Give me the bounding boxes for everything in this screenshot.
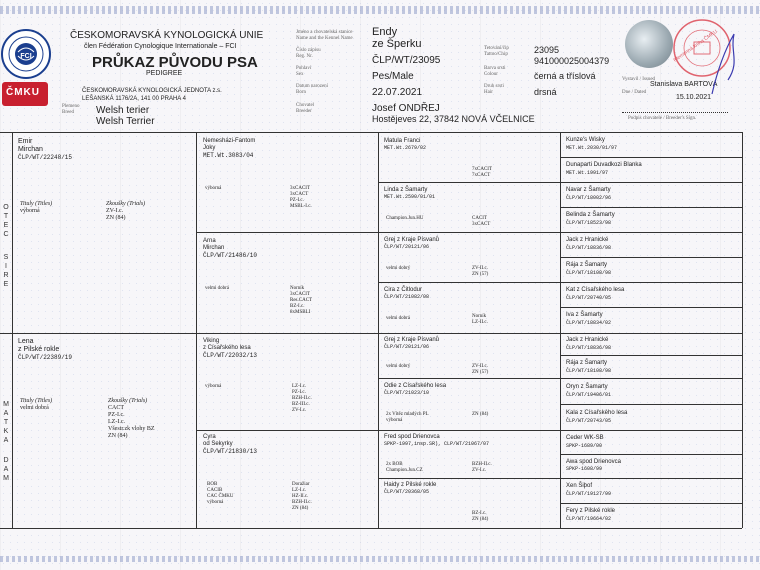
gen2-left: BOB (207, 482, 218, 487)
gen2-name-line2: Joky (203, 145, 216, 151)
sex-label: Pohlaví (296, 66, 312, 71)
sire-titles-label: Tituly (Titles) (20, 201, 53, 207)
org-member: člen Fédération Cynologique Internationale – FCI (84, 43, 237, 50)
gen4-name: Xen Šiþof (566, 483, 593, 489)
gen3-reg: ČLP/WT/20121/06 (384, 344, 430, 350)
dog-reg: ČLP/WT/23095 (372, 55, 441, 66)
gen2-reg: ČLP/WT/21486/10 (203, 252, 258, 259)
gen2-right: 3xCACT (290, 192, 309, 197)
gen3-name: Linda z Šamarty (384, 187, 428, 193)
gen4-name: Rája z Šamarty (566, 262, 608, 268)
sire-exams-label: Zkoušky (Trials) (106, 201, 146, 207)
gen2-right: Doražiar (292, 482, 310, 487)
svg-text:FCI: FCI (20, 53, 32, 60)
gen4-reg: ČLP/WT/18836/98 (566, 245, 612, 251)
gen4-name: Jack z Hranické (566, 237, 609, 243)
gen2-right: LZ-I.c. (292, 384, 307, 389)
dog-name-line1: Endy (372, 26, 398, 38)
gen3-right: Norník (472, 314, 487, 319)
date-label: Dne / Dated (622, 90, 647, 95)
tattoo-label: Tetování/čip (484, 46, 509, 51)
gen3-left: velmi dobrý (386, 364, 411, 369)
dam-exam: Všestr.zk vlohy BZ (108, 426, 155, 432)
gen4-reg: ČLP/WT/19127/99 (566, 491, 612, 497)
gen3-left: Champion.Jun.HU (386, 216, 424, 221)
gen2-reg: MET.Wt.3083/04 (203, 152, 254, 159)
gen2-left: CACIB (207, 488, 223, 493)
club-name: ČESKOMORAVSKÁ KYNOLOGICKÁ JEDNOTA z.s. (82, 88, 222, 94)
gen3-reg: ČLP/WT/21023/10 (384, 390, 430, 396)
dog-sex: Pes/Male (372, 71, 414, 82)
birth-label-en: Born (296, 90, 306, 95)
name-label: Jméno a chovatelská stanice (296, 30, 353, 35)
tattoo-label-en: Tattoo/Chip (484, 52, 508, 57)
gen2-left: výborná (205, 384, 222, 389)
issued-by: Stanislava BARTOVÁ (650, 81, 718, 88)
gen3-name: Fred spod Drienovca (384, 434, 440, 440)
gen2-name-line1: Nemesházi-Fantom (203, 138, 256, 144)
gen2-name-line1: Cyra (203, 434, 216, 440)
gen4-reg: MET.Wt.2030/01/97 (566, 145, 618, 151)
doc-title: PRŮKAZ PŮVODU PSA (92, 54, 258, 71)
gen2-name-line1: Arna (203, 238, 216, 244)
gen2-right: BZH-II.c. (292, 396, 312, 401)
dam-exam: ZN (84) (108, 433, 128, 439)
breeder-address: Hostějeves 22, 37842 NOVÁ VČELNICE (372, 114, 535, 124)
gen2-right: LZ-I.c. (292, 488, 307, 493)
gen2-right: HZ-II.c. (292, 494, 309, 499)
gen4-name: Dunaparti Duvadkozi Blanka (566, 162, 642, 168)
gen3-right: BZ-I.c. (472, 511, 487, 516)
dog-birth: 22.07.2021 (372, 87, 423, 98)
gen4-name: Belinda z Šamarty (566, 212, 615, 218)
coat-label: Druh srsti (484, 84, 504, 89)
gen2-left: velmi dobrá (205, 286, 230, 291)
gen3-left: 2x Vítěz mladých PL (386, 412, 429, 417)
dam-titles-value: velmi dobrá (20, 405, 49, 411)
org-name: ČESKOMORAVSKÁ KYNOLOGICKÁ UNIE (70, 30, 264, 41)
gen2-right: BZH-II.c. (292, 500, 312, 505)
gen4-reg: ČLP/WT/18834/02 (566, 320, 612, 326)
gen3-reg: ČLP/WT/20368/05 (384, 489, 430, 495)
stamp: Plemenná kniha ČMKU (672, 18, 732, 78)
breed-en: Welsh Terrier (96, 116, 155, 127)
gen3-right: ZV-II.c. (472, 266, 488, 271)
coat-value: drsná (534, 87, 557, 97)
colour-label-en: Colour (484, 72, 498, 77)
gen4-reg: ČLP/WT/19406/01 (566, 392, 612, 398)
pedigree-sheet: FCI ČMKU ČESKOMORAVSKÁ KYNOLOGICKÁ UNIE člen Fédération Cynologique Internationale – FCI PRŮKAZ PŮVODU PSA PEDIGREE ČESKOMORAVSKÁ KYNOLOGICKÁ JEDNOTA z.s. LEŠANSKÁ 1176/2A, 141 00 PRAHA 4 Plemeno Breed Welsh terier Welsh Terrier Jméno a chovatelská stanice Name and the Kennel Name Číslo zápisu Reg. Nr. Pohlaví Sex Datum narození Born Chovatel Breeder Endy ze Šperku ČLP/WT/23095 Pes/Male 22.07.2021 Josef ONDŘEJ Hostějeves 22, 37842 NOVÁ VČELNICE Tetování/čip Tattoo/Chip Barva srsti Colour Druh srsti Hair 23095 941000025004379 černá a tříslová drsná Vystavil / Issued Dne / Dated Stanislava BARTOVÁ 15.10.2021 Podpis chovatele / Breeder's Sign. Plemenná kniha ČMKU O T E C S I R E M A T K A D A M Emir Mirchan ČLP/WT/22248/15 Tituly (Titles) výborná Zkoušky (Trials) ZV-I.c. ZN (84) Lena z Pilské rokle ČLP/WT/22389/19 Tituly (Titles) velmi dobrá Zkoušky (Trials) CACT PZ-I.c. LZ-I.c. Všestr.zk vlohy BZ ZN (84) Nemesházi-Fantom Joky MET.Wt.3083/04 výborná 3xCACIT 3xCACT PZ-I.c. MSBL-I.c. Arna Mirchan ČLP/WT/21486/10 velmi dobrá Norník 3xCACIT Res.CACT BZ-I.c. 8xMSBLI Viking z Císařského lesa ČLP/WT/22032/13 výborná LZ-I.c. PZ-I.c. BZH-II.c. BZ-III.c. ZV-I.c. Cyra od Sekyrky ČLP/WT/21830/13 BOB CACIB CAC ČMKU výborná Doražiar LZ-I.c. HZ-II.c. BZH-II.c. ZN (84) Matula Franci MET.Wt.2679/02 7xCACIT 7xCACT Linda z Šamarty MET.Wt.2590/01/01 Champion.Jun.HU CACIT 3xCACT Grej z Kraje Písvanů ČLP/WT/20121/06 velmi dobrý ZV-II.c. ZN (57) Cira z Čitlodur ČLP/WT/21082/08 velmi dobrá Norník LZ-II.c. Grej z Kraje Písvanů ČLP/WT/20121/06 velmi dobrý ZV-II.c. ZN (57) Odie z Císařského lesa ČLP/WT/21023/10 2x Vítěz mladých PL výborná ZN (84) Fred spod Drienovca SPKP-1997,insp.SR), CLP/WT/21067/07 2x BOB Champion.Jun.CZ BZH-II.c. ZV-I.c. Haidy z Pilské rokle ČLP/WT/20368/05 BZ-I.c. ZN (84) Kunze's Wisky MET.Wt.2030/01/97 Dunaparti Duvadkozi Blanka MET.Wt.1991/97 Navar z Šamarty ČLP/WT/18002/96 Belinda z Šamarty ČLP/WT/18523/98 Jack z Hranické ČLP/WT/18836/98 Rája z Šamarty ČLP/WT/18108/98 Kat z Císařského lesa ČLP/WT/20740/05 Iva z Šamarty ČLP/WT/18834/02 Jack z Hranické ČLP/WT/18836/98 Rája z Šamarty ČLP/WT/18108/98 Oryn z Šamarty ČLP/WT/19406/01 Kala z Císařského lesa ČLP/WT/20743/05 Ceder WK-SB SPKP-1689/00 Awa spod Drienovca SPKP-1608/99 Xen Šiþof ČLP/WT/19127/99 Fery z Pilské rokle ČLP/WT/19664/02 (0, 0, 760, 570)
gen4-reg: ČLP/WT/20740/05 (566, 295, 612, 301)
gen4-reg: ČLP/WT/18002/96 (566, 195, 612, 201)
cmku-logo: ČMKU (2, 82, 48, 106)
colour-label: Barva srsti (484, 66, 506, 71)
gen4-name: Jack z Hranické (566, 337, 609, 343)
gen3-right: CACIT (472, 216, 487, 221)
gen2-name-line2: Mirchan (203, 245, 225, 251)
reg-label: Číslo zápisu (296, 48, 321, 53)
gen3-name: Odie z Císařského lesa (384, 383, 447, 389)
breeder-label: Chovatel (296, 103, 315, 108)
gen4-name: Oryn z Šamarty (566, 384, 608, 390)
dam-name-line1: Lena (18, 338, 34, 345)
dam-name-line2: z Pilské rokle (18, 346, 60, 353)
gen2-right: BZ-I.c. (290, 304, 305, 309)
gen3-right: ZV-I.c. (472, 468, 487, 473)
gen4-name: Navar z Šamarty (566, 187, 611, 193)
gen2-right: Norník (290, 286, 305, 291)
breed-label: Breed (62, 110, 74, 115)
gen3-reg: MET.Wt.2590/01/01 (384, 194, 436, 200)
dam-exam: LZ-I.c. (108, 419, 125, 425)
gen3-reg: SPKP-1997,insp.SR), CLP/WT/21067/07 (384, 441, 490, 447)
bottom-border (0, 556, 760, 562)
sire-name-line1: Emir (18, 138, 33, 145)
reg-label-en: Reg. Nr. (296, 54, 313, 59)
gen2-right: PZ-I.c. (292, 390, 306, 395)
gen4-name: Fery z Pilské rokle (566, 508, 616, 514)
breeder-label-en: Breeder (296, 109, 312, 114)
dam-exams-label: Zkoušky (Trials) (108, 398, 148, 404)
gen4-reg: MET.Wt.1991/97 (566, 170, 609, 176)
coat-label-en: Hair (484, 90, 493, 95)
gen2-reg: ČLP/WT/21830/13 (203, 448, 258, 455)
plemeno-label: Plemeno (62, 104, 80, 109)
hologram-sticker (625, 20, 673, 68)
gen3-reg: ČLP/WT/21082/08 (384, 294, 430, 300)
gen3-reg: ČLP/WT/20121/06 (384, 244, 430, 250)
colour-value: černá a tříslová (534, 71, 596, 81)
gen2-right: MSBL-I.c. (290, 204, 312, 209)
gen4-name: Kat z Císařského lesa (566, 287, 625, 293)
gen4-reg: ČLP/WT/18836/98 (566, 345, 612, 351)
dam-titles-label: Tituly (Titles) (20, 398, 53, 404)
gen4-reg: SPKP-1689/00 (566, 443, 603, 449)
gen3-left: velmi dobrá (386, 316, 411, 321)
gen4-reg: ČLP/WT/18108/98 (566, 270, 612, 276)
gen3-reg: MET.Wt.2679/02 (384, 145, 427, 151)
gen3-left: velmi dobrý (386, 266, 411, 271)
sire-reg: ČLP/WT/22248/15 (18, 154, 73, 161)
gen4-reg: SPKP-1608/99 (566, 466, 603, 472)
gen3-right: ZN (57) (472, 370, 489, 375)
gen2-reg: ČLP/WT/22032/13 (203, 352, 258, 359)
gen4-name: Iva z Šamarty (566, 312, 603, 318)
tattoo-value: 23095 (534, 45, 560, 55)
gen3-left: výborná (386, 418, 403, 423)
sire-exams-value2: ZN (84) (106, 215, 126, 221)
gen3-right: LZ-II.c. (472, 320, 488, 325)
gen3-name: Haidy z Pilské rokle (384, 482, 437, 488)
handwritten-signature (700, 28, 750, 98)
gen3-name: Cira z Čitlodur (384, 287, 423, 293)
gen3-right: 7xCACIT (472, 167, 492, 172)
top-border (0, 6, 760, 14)
gen4-reg: ČLP/WT/18108/98 (566, 368, 612, 374)
gen4-name: Rája z Šamarty (566, 360, 608, 366)
club-address: LEŠANSKÁ 1176/2A, 141 00 PRAHA 4 (82, 96, 186, 102)
gen2-right: ZV-I.c. (292, 408, 307, 413)
gen2-left: CAC ČMKU (207, 494, 234, 499)
birth-label: Datum narození (296, 84, 329, 89)
sire-exams-value: ZV-I.c. (106, 208, 124, 214)
name-label-en: Name and the Kennel Name (296, 36, 353, 41)
gen3-right: 3xCACT (472, 222, 491, 227)
gen3-right: 7xCACT (472, 173, 491, 178)
gen2-right: 3xCACIT (290, 186, 310, 191)
gen4-reg: ČLP/WT/20743/05 (566, 418, 612, 424)
gen2-right: 8xMSBLI (290, 310, 311, 315)
dam-exam: PZ-I.c. (108, 412, 125, 418)
gen3-right: ZN (84) (472, 517, 489, 522)
gen4-name: Kunze's Wisky (566, 137, 605, 143)
gen4-name: Ceder WK-SB (566, 435, 604, 441)
gen4-name: Kala z Císařského lesa (566, 410, 628, 416)
gen3-right: ZV-II.c. (472, 364, 488, 369)
fci-logo (0, 28, 52, 80)
gen2-name-line2: od Sekyrky (203, 441, 233, 447)
gen2-left: výborná (205, 186, 222, 191)
gen2-right: BZ-III.c. (292, 402, 310, 407)
gen3-name: Matula Franci (384, 138, 421, 144)
dam-reg: ČLP/WT/22389/19 (18, 354, 73, 361)
sex-label-en: Sex (296, 72, 304, 77)
gen4-reg: ČLP/WT/19664/02 (566, 516, 612, 522)
gen4-reg: ČLP/WT/18523/98 (566, 220, 612, 226)
dam-exam: CACT (108, 405, 125, 411)
gen3-right: ZN (84) (472, 412, 489, 417)
breeder-name: Josef ONDŘEJ (372, 103, 440, 114)
dog-name-line2: ze Šperku (372, 38, 422, 50)
gen2-left: výborná (207, 500, 224, 505)
gen2-right: 3xCACIT (290, 292, 310, 297)
gen3-right: ZN (57) (472, 272, 489, 277)
gen3-left: Champion.Jun.CZ (386, 468, 423, 473)
gen2-right: ZN (84) (292, 506, 309, 511)
breed-cz: Welsh terier (96, 105, 150, 116)
sire-titles-value: výborná (20, 208, 40, 214)
doc-subtitle: PEDIGREE (146, 70, 183, 77)
gen4-name: Awa spod Drienovca (566, 459, 621, 465)
gen3-left: 2x BOB (386, 462, 403, 467)
gen3-right: BZH-II.c. (472, 462, 492, 467)
gen2-right: PZ-I.c. (290, 198, 304, 203)
gen2-name-line2: z Císařského lesa (203, 345, 251, 351)
issued-label: Vystavil / Issued (622, 77, 656, 82)
signature-label: Podpis chovatele / Breeder's Sign. (628, 116, 697, 121)
gen2-right: Res.CACT (290, 298, 313, 303)
gen3-name: Grej z Kraje Písvanů (384, 237, 440, 243)
gen3-name: Grej z Kraje Písvanů (384, 337, 440, 343)
chip-value: 941000025004379 (534, 56, 610, 66)
sire-name-line2: Mirchan (18, 146, 43, 153)
gen2-name-line1: Viking (203, 338, 220, 344)
issued-date: 15.10.2021 (676, 94, 712, 101)
